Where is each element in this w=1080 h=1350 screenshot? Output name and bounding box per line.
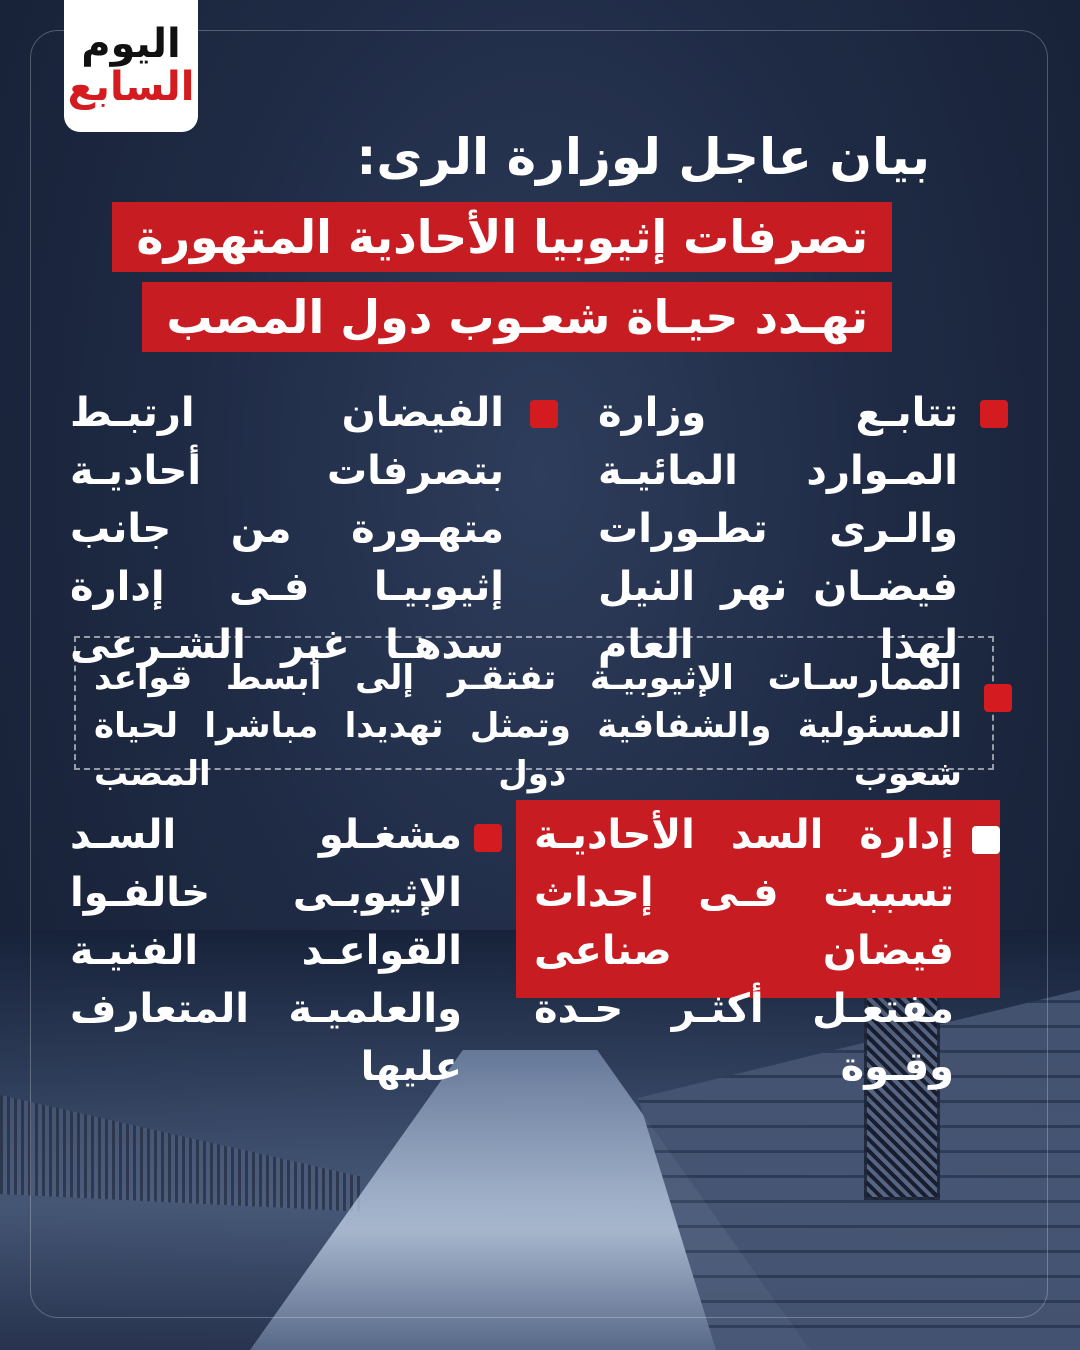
bullet-square-icon (972, 826, 1000, 854)
logo-text-top: اليوم (81, 21, 181, 67)
headline-line-1: تصرفات إثيوبيا الأحادية المتهورة (112, 202, 892, 272)
bullet-square-icon (984, 684, 1012, 712)
point-1: تتابـع وزارة المـوارد المائيـة والـرى تطـورات فيضـان نهر النيل لهذا العام (598, 390, 958, 668)
point-4: إدارة السد الأحاديـة تسببت فـى إحداث فيضان صناعى مفتعـل أكثـر حـدة وقـوة (534, 812, 954, 1090)
bullet-square-icon (980, 400, 1008, 428)
bullet-square-icon (474, 824, 502, 852)
logo-text-bottom: السابع (67, 64, 195, 110)
main-title: بيان عاجل لوزارة الرى: (356, 128, 930, 186)
logo (64, 0, 198, 132)
headline-line-2: تهـدد حيـاة شعـوب دول المصب (142, 282, 892, 352)
point-5: مشغـلو السـد الإثيوبـى خالفـوا القواعـد الفنيـة والعلميـة المتعارف عليها (70, 812, 462, 1090)
point-3: الممارسـات الإثيوبيـة تفتقـر إلى أبسط قواعد المسئولية والشفافية وتمثل تهديدا مباشرا لحياة شعوب دول المصب (94, 658, 962, 794)
bullet-square-icon (530, 400, 558, 428)
point-2: الفيضان ارتبـط بتصرفات أحاديـة متهـورة من جانب إثيوبيـا فـى إدارة سدهـا غير الشـرعى (70, 390, 504, 668)
